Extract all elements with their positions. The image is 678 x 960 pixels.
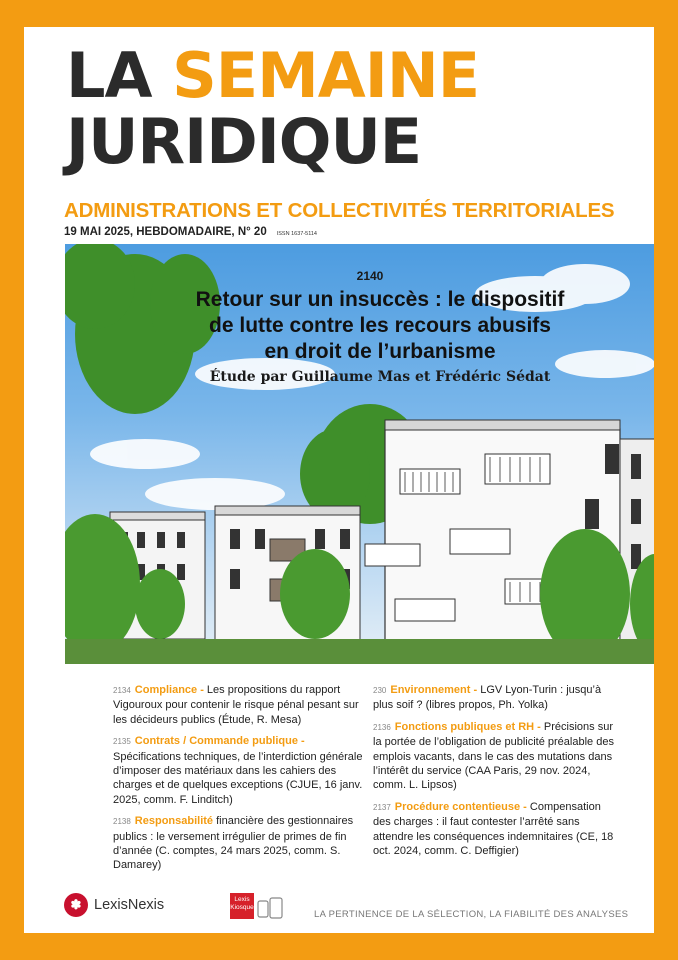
lexisnexis-logo[interactable] bbox=[64, 893, 164, 917]
toc-item[interactable] bbox=[373, 683, 621, 713]
masthead-subtitle: ADMINISTRATIONS ET COLLECTIVITÉS TERRITORIALES bbox=[64, 199, 615, 222]
masthead-juridique: JURIDIQUE bbox=[66, 105, 422, 178]
toc-text: LGV Lyon-Turin : jusqu’à plus soif ? (libres propos, Ph. Yolka) bbox=[373, 684, 602, 712]
masthead-title-line1 bbox=[66, 39, 480, 112]
toc-num: 2137 bbox=[373, 802, 391, 812]
toc-section: Procédure contentieuse - bbox=[394, 800, 527, 813]
cover-title-line3: en droit de l’urbanisme bbox=[264, 340, 496, 363]
cover-page bbox=[24, 27, 654, 933]
cover-title-line2: de lutte contre les recours abusifs bbox=[209, 314, 551, 337]
toc-text: Compensation des charges : il faut contester l’arrêté sans attendre les conséquences indemnitaires (CE, 18 oct. 2024, comm. C. Deffigier) bbox=[373, 800, 614, 858]
toc-item[interactable] bbox=[373, 800, 621, 859]
toc-item[interactable] bbox=[113, 734, 368, 807]
issn: ISSN 1637-5114 bbox=[276, 231, 317, 237]
cover-article-title[interactable] bbox=[65, 287, 654, 365]
toc-text: Précisions sur la portée de l’obligation de publicité préalable des emplois vacants, dans le cas des mutations dans l’intérêt du service (CAA Paris, 29 nov. 2024, comm. L. Lipsos) bbox=[373, 720, 614, 792]
masthead-semaine: SEMAINE bbox=[172, 39, 480, 112]
kiosk-line2: Kiosque bbox=[230, 904, 254, 911]
cover-title-line1: Retour sur un insuccès : le dispositif bbox=[195, 288, 565, 311]
toc-num: 2134 bbox=[113, 686, 131, 695]
kiosk-line1: Lexis bbox=[234, 896, 250, 903]
toc-item[interactable] bbox=[373, 720, 621, 793]
toc-text: financière des gestionnaires publics : le versement irrégulier de primes de fin d’année (C. comptes, 24 mars 2025, comm. S. Damarey) bbox=[113, 815, 354, 872]
toc-section: Fonctions publiques et RH - bbox=[394, 720, 541, 733]
toc-section: Responsabilité bbox=[134, 815, 214, 828]
toc-text: Spécifications techniques, de l’interdiction générale d’imposer des matériaux dans les cahiers des charges et de quelques exceptions (CJUE, 16 janv. 2025, comm. F. Linditch) bbox=[113, 750, 363, 806]
cover-article bbox=[65, 269, 654, 385]
cover-illustration bbox=[65, 244, 654, 664]
tagline: LA PERTINENCE DE LA SÉLECTION, LA FIABILITÉ DES ANALYSES bbox=[314, 909, 629, 920]
toc-left-column bbox=[113, 683, 368, 880]
toc-num: 2135 bbox=[113, 737, 131, 747]
toc-text: Les propositions du rapport Vigouroux pour contenir le risque pénal pesant sur les décideurs publics (Étude, R. Mesa) bbox=[113, 684, 359, 726]
toc-num: 230 bbox=[373, 686, 387, 695]
issue-date: 19 MAI 2025, HEBDOMADAIRE, N° 20 bbox=[64, 226, 267, 238]
devices-icon bbox=[257, 897, 283, 919]
toc-right-column bbox=[373, 683, 621, 865]
cover-article-author: Étude par Guillaume Mas et Frédéric Sédat bbox=[209, 369, 551, 385]
toc-section: Contrats / Commande publique - bbox=[134, 735, 305, 748]
toc-section: Compliance - bbox=[134, 684, 204, 696]
footer bbox=[24, 887, 654, 927]
toc-num: 2138 bbox=[113, 817, 131, 827]
lexis-kiosque-icon[interactable] bbox=[230, 893, 254, 919]
toc-item[interactable] bbox=[113, 814, 368, 873]
toc-section: Environnement - bbox=[390, 684, 478, 696]
toc-num: 2136 bbox=[373, 722, 391, 732]
lexisnexis-icon: ✽ bbox=[64, 893, 88, 917]
cover-article-number: 2140 bbox=[356, 269, 384, 283]
issue-line bbox=[64, 226, 317, 238]
lexisnexis-wordmark: LexisNexis bbox=[94, 897, 165, 913]
masthead-la: LA bbox=[66, 39, 152, 112]
toc-item[interactable] bbox=[113, 683, 368, 727]
